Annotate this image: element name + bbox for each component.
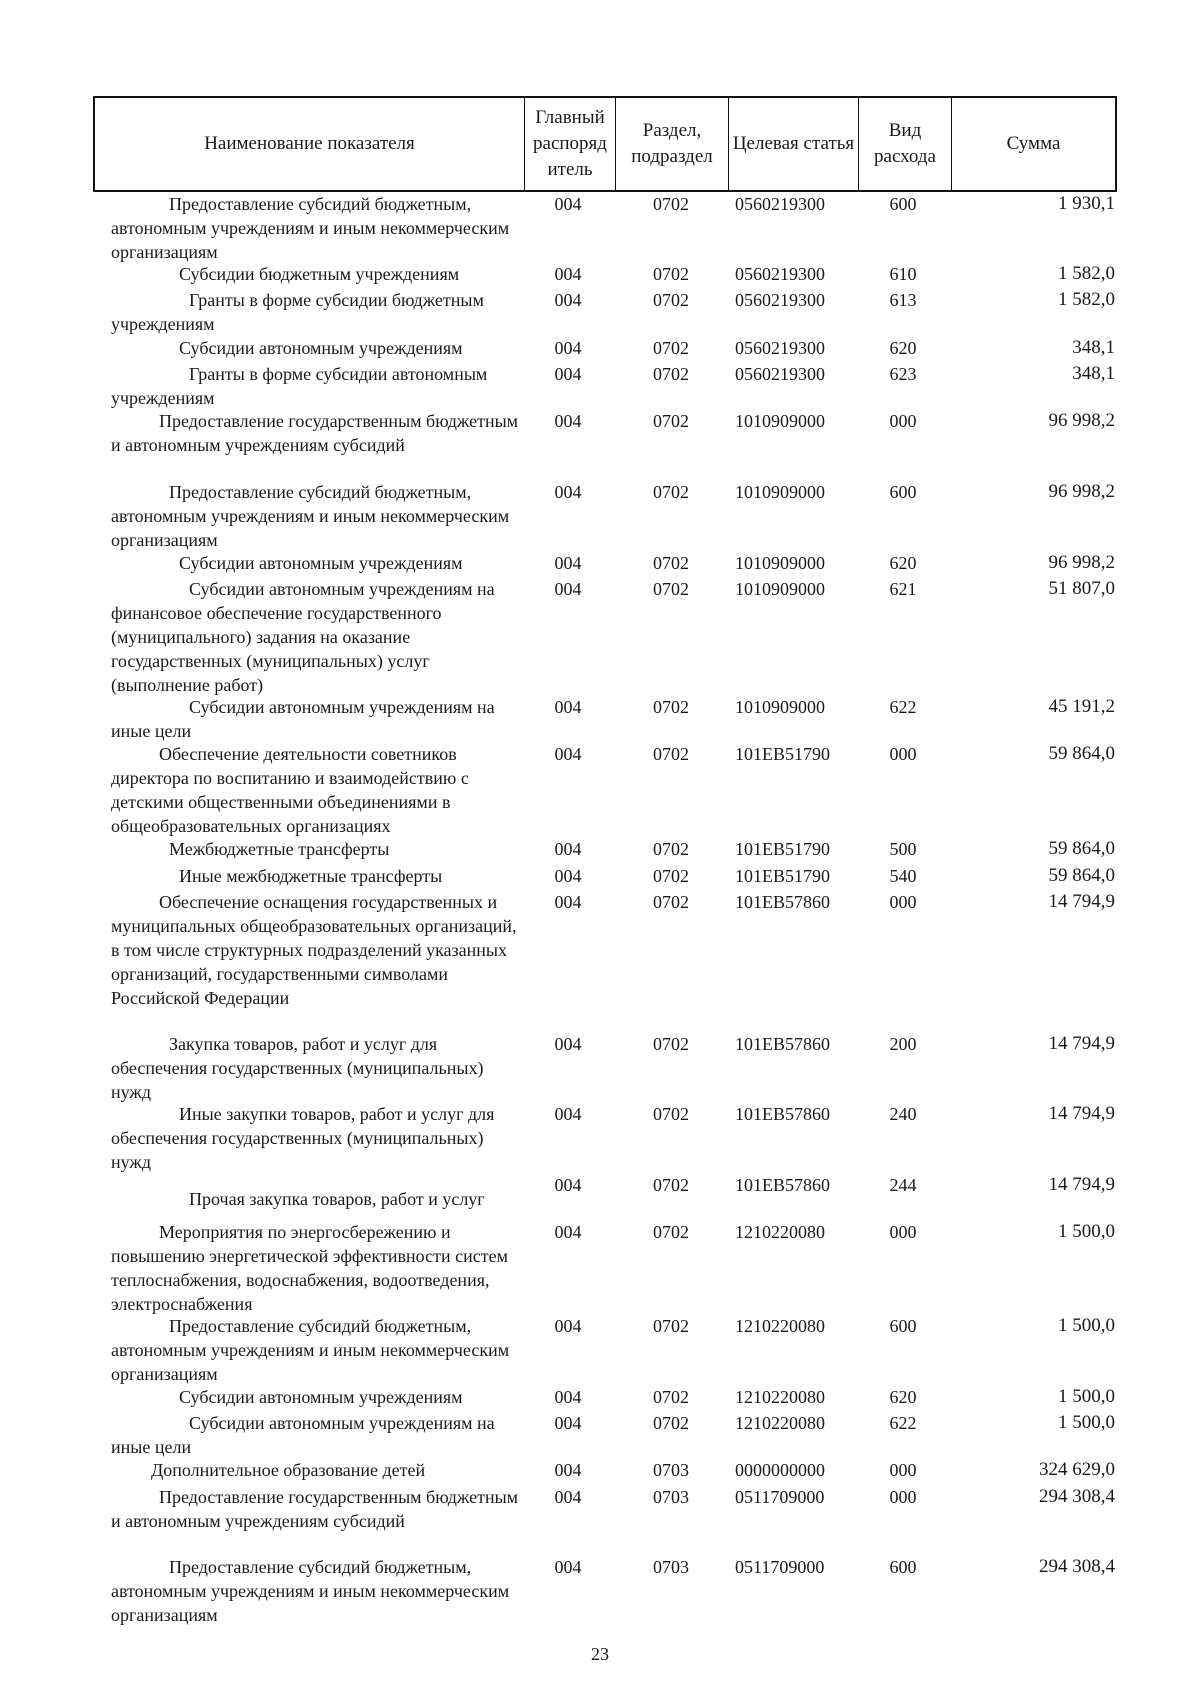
- row-summa: 96 998,2: [1048, 481, 1115, 502]
- row-summa: 1 500,0: [1058, 1315, 1115, 1336]
- row-vid: 600: [889, 1316, 917, 1336]
- row-name: Субсидии автономным учреждениям на иные цели: [111, 697, 495, 741]
- row-celevaya: 1210220080: [735, 1387, 825, 1407]
- row-summa: 348,1: [1072, 363, 1115, 384]
- row-vid: 620: [889, 338, 917, 358]
- row-celevaya: 1010909000: [735, 482, 825, 502]
- row-summa: 1 582,0: [1058, 263, 1115, 284]
- row-glav: 004: [554, 866, 582, 886]
- row-celevaya: 101EB57860: [735, 1104, 831, 1124]
- row-vid: 600: [889, 194, 917, 214]
- row-name: Субсидии бюджетным учреждениям: [179, 264, 460, 284]
- row-razdel: 0702: [653, 1222, 689, 1242]
- row-vid: 000: [889, 1460, 917, 1480]
- row-glav: 004: [554, 482, 582, 502]
- row-glav: 004: [554, 1175, 582, 1195]
- row-razdel: 0702: [653, 1316, 689, 1336]
- row-vid: 622: [889, 697, 917, 717]
- row-name: Межбюджетные трансферты: [169, 839, 390, 859]
- row-razdel: 0702: [653, 338, 689, 358]
- row-vid: 000: [889, 892, 917, 912]
- row-name: Иные межбюджетные трансферты: [179, 866, 443, 886]
- row-celevaya: 0560219300: [735, 290, 825, 310]
- row-razdel: 0703: [653, 1487, 689, 1507]
- row-vid: 000: [889, 411, 917, 431]
- row-vid: 540: [889, 866, 917, 886]
- row-glav: 004: [554, 1222, 582, 1242]
- row-vid: 000: [889, 744, 917, 764]
- row-summa: 59 864,0: [1048, 743, 1115, 764]
- row-razdel: 0702: [653, 866, 689, 886]
- row-razdel: 0702: [653, 1387, 689, 1407]
- header-vid: Вид расхода: [859, 98, 952, 190]
- row-summa: 294 308,4: [1039, 1556, 1115, 1577]
- row-summa: 294 308,4: [1039, 1486, 1115, 1507]
- row-vid: 240: [889, 1104, 917, 1124]
- row-celevaya: 101EB57860: [735, 1175, 831, 1195]
- row-celevaya: 0560219300: [735, 194, 825, 214]
- row-glav: 004: [554, 1460, 582, 1480]
- row-glav: 004: [554, 1104, 582, 1124]
- row-celevaya: 1010909000: [735, 411, 825, 431]
- row-summa: 96 998,2: [1048, 552, 1115, 573]
- row-summa: 1 930,1: [1058, 193, 1115, 214]
- row-vid: 621: [889, 579, 917, 599]
- row-name: Предоставление субсидий бюджетным, автономным учреждениям и иным некоммерческим организациям: [111, 1557, 510, 1625]
- row-glav: 004: [554, 264, 582, 284]
- row-summa: 59 864,0: [1048, 838, 1115, 859]
- row-glav: 004: [554, 553, 582, 573]
- row-vid: 000: [889, 1487, 917, 1507]
- row-name: Предоставление субсидий бюджетным, автономным учреждениям и иным некоммерческим организациям: [111, 482, 510, 550]
- row-razdel: 0702: [653, 411, 689, 431]
- row-razdel: 0702: [653, 1175, 689, 1195]
- row-name: Субсидии автономным учреждениям: [179, 338, 463, 358]
- row-vid: 600: [889, 482, 917, 502]
- row-celevaya: 0000000000: [735, 1460, 825, 1480]
- page-number: 23: [591, 1644, 609, 1664]
- row-summa: 14 794,9: [1048, 1033, 1115, 1054]
- row-razdel: 0702: [653, 697, 689, 717]
- row-vid: 244: [889, 1175, 917, 1195]
- row-summa: 1 500,0: [1058, 1386, 1115, 1407]
- row-glav: 004: [554, 364, 582, 384]
- row-razdel: 0702: [653, 892, 689, 912]
- row-razdel: 0702: [653, 194, 689, 214]
- row-glav: 004: [554, 697, 582, 717]
- row-celevaya: 101EB51790: [735, 866, 831, 886]
- row-celevaya: 1010909000: [735, 553, 825, 573]
- row-name: Субсидии автономным учреждениям: [179, 553, 463, 573]
- row-glav: 004: [554, 744, 582, 764]
- row-name: Дополнительное образование детей: [151, 1460, 426, 1480]
- row-name: Мероприятия по энергосбережению и повышению энергетической эффективности систем теплоснабжения, водоснабжения, водоотведения, электроснабжения: [111, 1222, 508, 1314]
- row-razdel: 0702: [653, 290, 689, 310]
- row-glav: 004: [554, 1413, 582, 1433]
- row-name: Обеспечение оснащения государственных и муниципальных общеобразовательных организаций, в том числе структурных подразделений указанных организаций, государственными символами Российской Федерации: [111, 892, 517, 1008]
- row-glav: 004: [554, 290, 582, 310]
- row-name: Иные закупки товаров, работ и услуг для обеспечения государственных (муниципальных) нужд: [111, 1104, 495, 1172]
- row-summa: 1 500,0: [1058, 1221, 1115, 1242]
- row-razdel: 0702: [653, 839, 689, 859]
- row-razdel: 0702: [653, 579, 689, 599]
- row-summa: 14 794,9: [1048, 1103, 1115, 1124]
- row-glav: 004: [554, 1387, 582, 1407]
- row-celevaya: 1210220080: [735, 1413, 825, 1433]
- header-razdel: Раздел, подраздел: [616, 98, 729, 190]
- row-razdel: 0702: [653, 364, 689, 384]
- row-name: Прочая закупка товаров, работ и услуг: [189, 1189, 485, 1209]
- row-celevaya: 101EB51790: [735, 744, 831, 764]
- row-summa: 96 998,2: [1048, 410, 1115, 431]
- row-celevaya: 1210220080: [735, 1316, 825, 1336]
- row-name: Гранты в форме субсидии автономным учреждениям: [111, 364, 488, 408]
- row-summa: 59 864,0: [1048, 865, 1115, 886]
- row-glav: 004: [554, 579, 582, 599]
- table-header: [93, 96, 1117, 192]
- row-razdel: 0702: [653, 1104, 689, 1124]
- row-summa: 324 629,0: [1039, 1459, 1115, 1480]
- row-name: Субсидии автономным учреждениям на финансовое обеспечение государственного (муниципального) задания на оказание государственных (муниципальных) услуг (выполнение работ): [111, 579, 495, 695]
- row-vid: 200: [889, 1034, 917, 1054]
- row-celevaya: 0511709000: [735, 1487, 825, 1507]
- row-celevaya: 0560219300: [735, 338, 825, 358]
- row-celevaya: 0511709000: [735, 1557, 825, 1577]
- row-razdel: 0702: [653, 744, 689, 764]
- row-summa: 14 794,9: [1048, 1174, 1115, 1195]
- row-celevaya: 1010909000: [735, 697, 825, 717]
- row-name: Предоставление государственным бюджетным и автономным учреждениям субсидий: [111, 411, 519, 455]
- row-vid: 623: [889, 364, 917, 384]
- row-glav: 004: [554, 892, 582, 912]
- row-celevaya: 101EB57860: [735, 892, 831, 912]
- row-name: Субсидии автономным учреждениям на иные цели: [111, 1413, 495, 1457]
- row-vid: 620: [889, 1387, 917, 1407]
- row-vid: 622: [889, 1413, 917, 1433]
- row-glav: 004: [554, 839, 582, 859]
- row-name: Предоставление государственным бюджетным и автономным учреждениям субсидий: [111, 1487, 519, 1531]
- header-name: Наименование показателя: [95, 98, 525, 190]
- header-celevaya: Целевая статья: [729, 98, 859, 190]
- row-summa: 1 500,0: [1058, 1412, 1115, 1433]
- row-vid: 600: [889, 1557, 917, 1577]
- row-glav: 004: [554, 338, 582, 358]
- row-glav: 004: [554, 1487, 582, 1507]
- row-glav: 004: [554, 1316, 582, 1336]
- row-razdel: 0703: [653, 1557, 689, 1577]
- row-glav: 004: [554, 1034, 582, 1054]
- row-vid: 000: [889, 1222, 917, 1242]
- row-razdel: 0702: [653, 1034, 689, 1054]
- row-celevaya: 101EB51790: [735, 839, 831, 859]
- row-razdel: 0702: [653, 1413, 689, 1433]
- row-summa: 51 807,0: [1048, 578, 1115, 599]
- row-name: Гранты в форме субсидии бюджетным учреждениям: [111, 290, 484, 334]
- row-razdel: 0702: [653, 553, 689, 573]
- row-summa: 45 191,2: [1048, 696, 1115, 717]
- row-vid: 610: [889, 264, 917, 284]
- row-name: Предоставление субсидий бюджетным, автономным учреждениям и иным некоммерческим организациям: [111, 194, 510, 262]
- row-glav: 004: [554, 194, 582, 214]
- row-vid: 500: [889, 839, 917, 859]
- row-razdel: 0702: [653, 264, 689, 284]
- row-celevaya: 101EB57860: [735, 1034, 831, 1054]
- row-vid: 613: [889, 290, 917, 310]
- row-celevaya: 1010909000: [735, 579, 825, 599]
- row-summa: 348,1: [1072, 337, 1115, 358]
- header-glav: Главный распоряд итель: [525, 98, 616, 190]
- row-name: Обеспечение деятельности советников директора по воспитанию и взаимодействию с детскими общественными объединениями в общеобразовательных организациях: [111, 744, 469, 836]
- row-name: Закупка товаров, работ и услуг для обеспечения государственных (муниципальных) нужд: [111, 1034, 484, 1102]
- row-name: Предоставление субсидий бюджетным, автономным учреждениям и иным некоммерческим организациям: [111, 1316, 510, 1384]
- row-vid: 620: [889, 553, 917, 573]
- row-glav: 004: [554, 411, 582, 431]
- row-razdel: 0702: [653, 482, 689, 502]
- row-razdel: 0703: [653, 1460, 689, 1480]
- row-celevaya: 0560219300: [735, 364, 825, 384]
- row-celevaya: 0560219300: [735, 264, 825, 284]
- row-name: Субсидии автономным учреждениям: [179, 1387, 463, 1407]
- row-glav: 004: [554, 1557, 582, 1577]
- header-summa: Сумма: [1006, 133, 1061, 154]
- row-summa: 1 582,0: [1058, 289, 1115, 310]
- row-summa: 14 794,9: [1048, 891, 1115, 912]
- row-celevaya: 1210220080: [735, 1222, 825, 1242]
